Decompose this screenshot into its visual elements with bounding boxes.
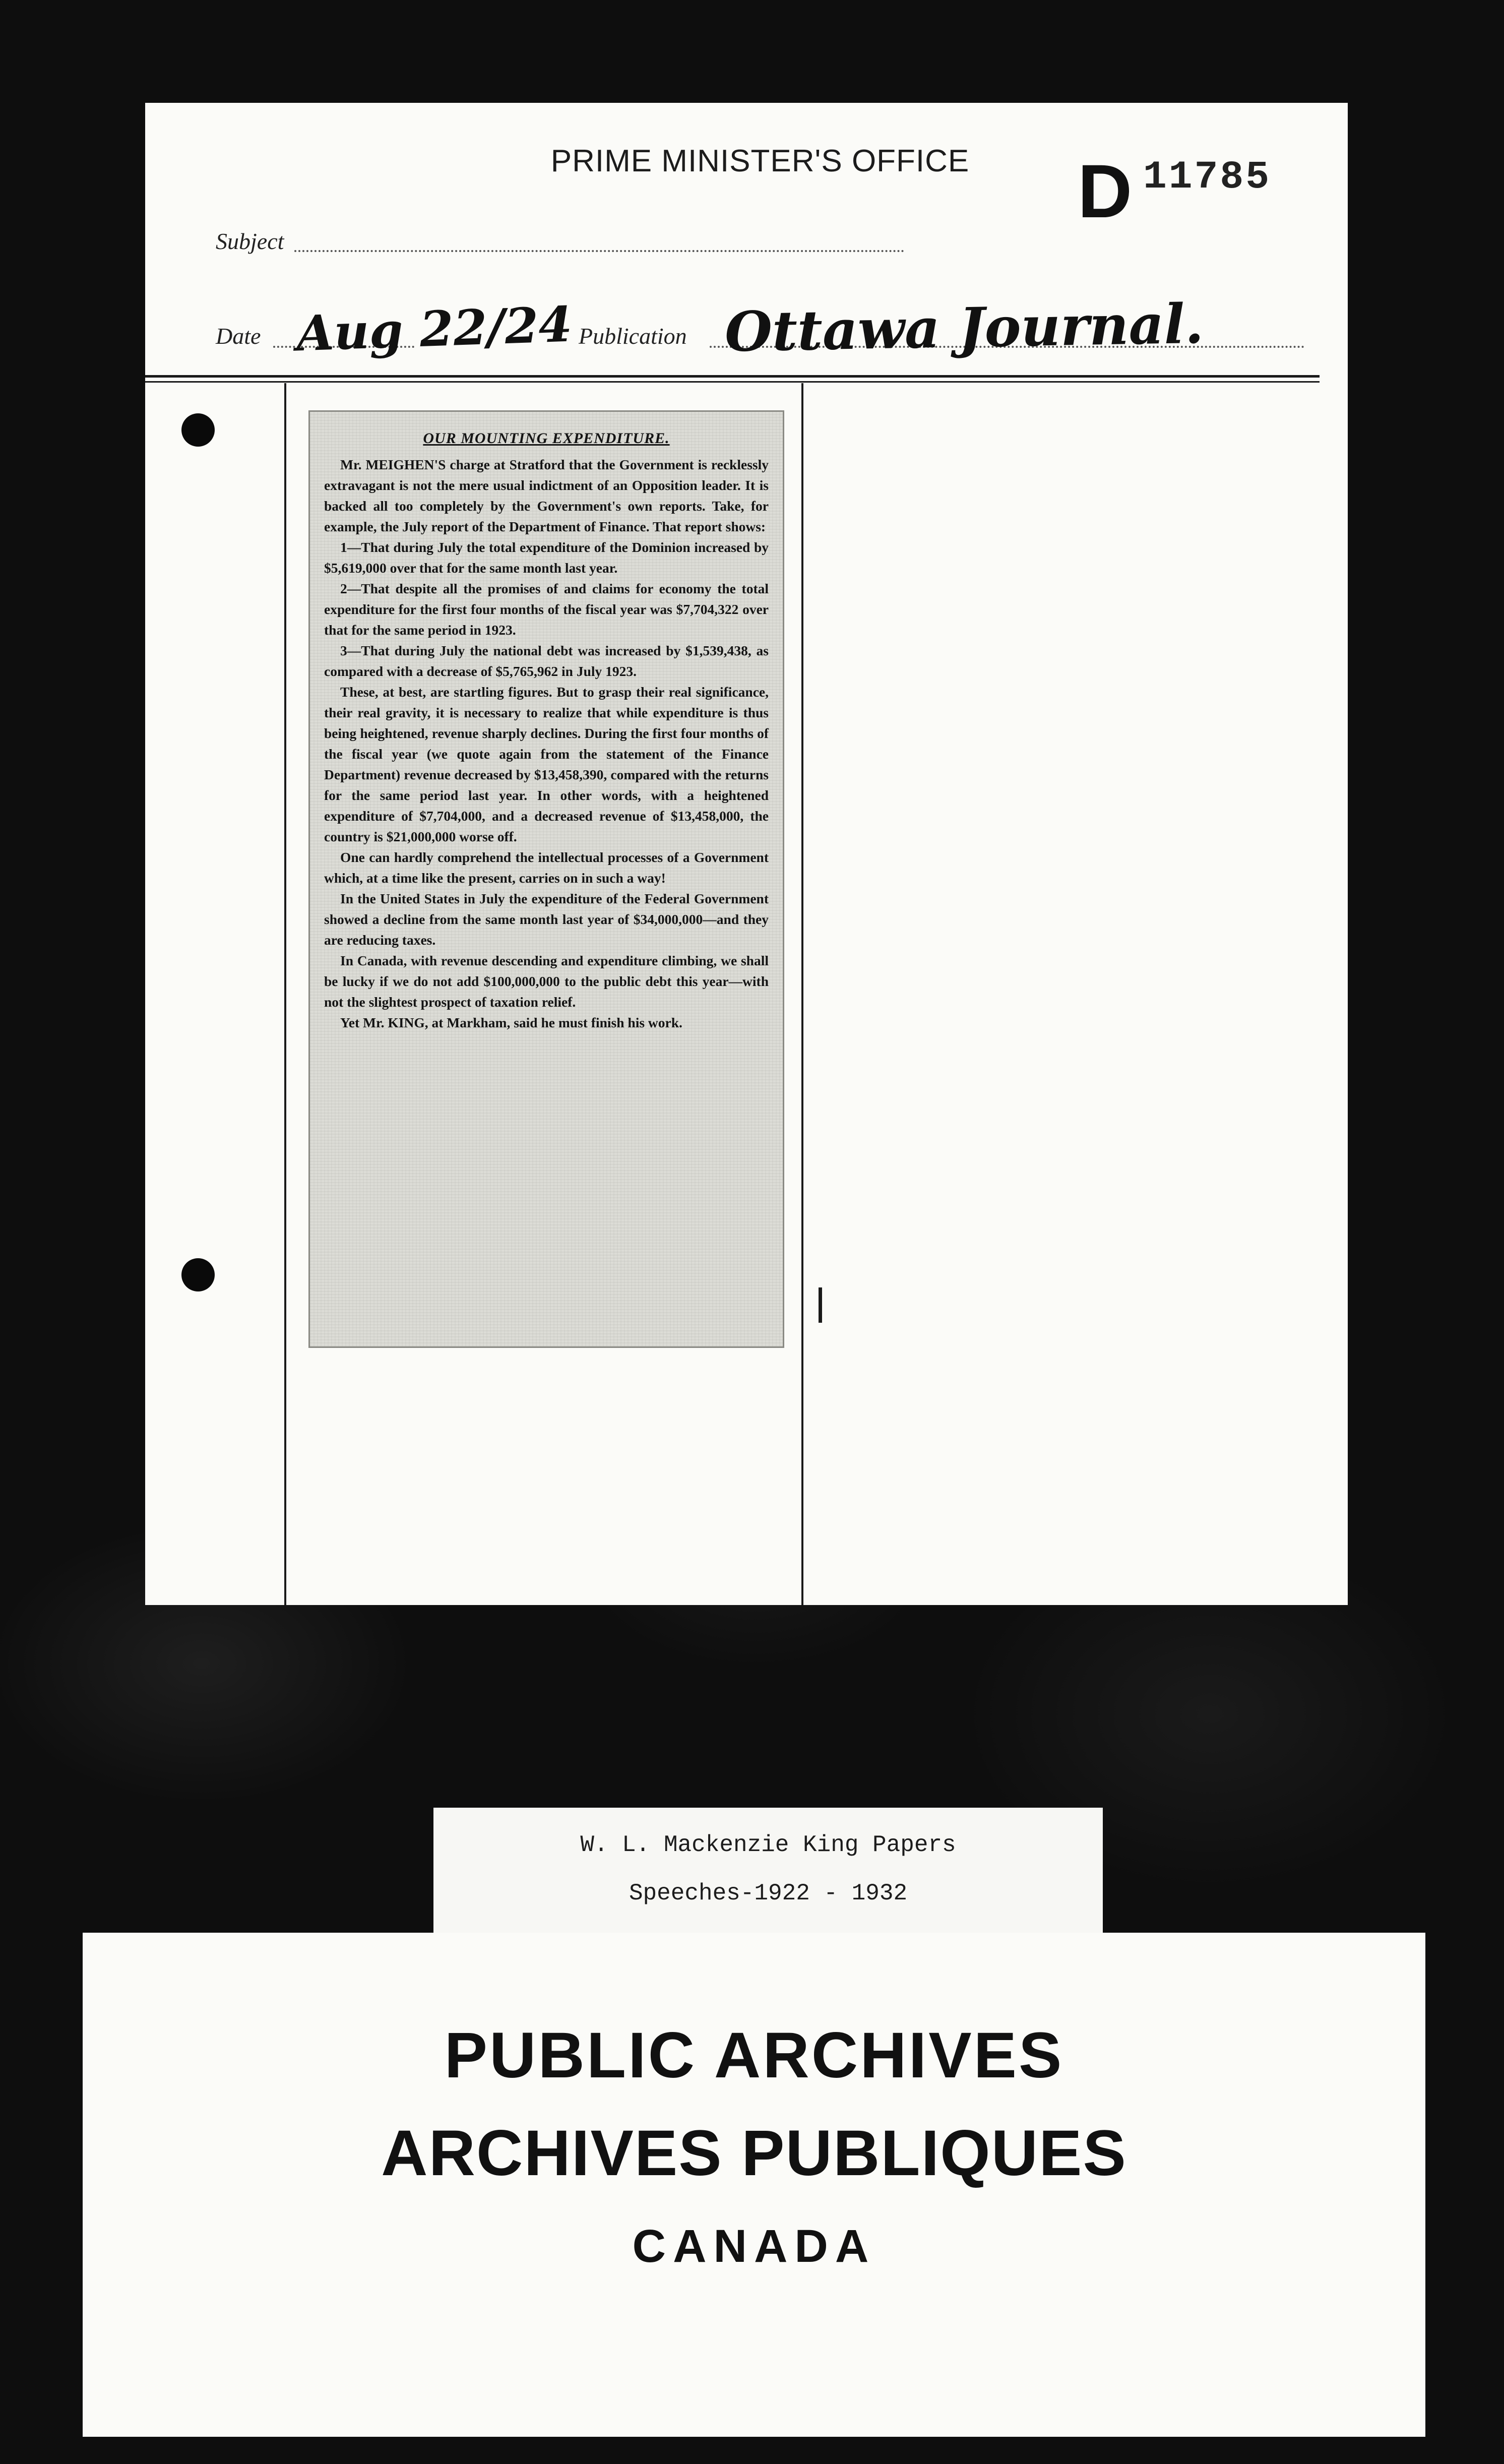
clipping-paragraph: Yet Mr. KING, at Markham, said he must finish his work.: [340, 1015, 682, 1030]
office-heading: PRIME MINISTER'S OFFICE: [550, 144, 970, 178]
punch-hole-bottom: [181, 1258, 215, 1291]
clipping-paragraph: 2—That despite all the promises of and claims for economy the total expenditure for the first four months of the fiscal year was $7,704,322 over that for the same period in 1923.: [324, 581, 769, 638]
punch-hole-top: [181, 413, 215, 447]
archives-line-french: ARCHIVES PUBLIQUES: [381, 2117, 1127, 2189]
publication-label: Publication: [579, 323, 687, 349]
date-label: Date: [216, 323, 261, 349]
newspaper-clipping: [308, 410, 784, 1348]
document-letter: D: [1078, 149, 1133, 233]
clipping-paragraph: In the United States in July the expenditure of the Federal Government showed a decline from the same month last year of $34,000,000—and they are reducing taxes.: [324, 891, 769, 948]
document-number: [1078, 149, 1380, 234]
collection-title: W. L. Mackenzie King Papers: [580, 1832, 956, 1858]
clipping-paragraph: Mr. MEIGHEN'S charge at Stratford that the Government is recklessly extravagant is not the mere usual indictment of an Opposition leader. It is backed all too completely by the Government's own reports. Take, for example, the July report of the Department of Finance. That report shows:: [324, 457, 769, 534]
left-margin-line: [284, 383, 286, 1605]
subject-label: Subject: [216, 228, 284, 254]
publication-handwritten: Ottawa Journal.: [724, 292, 1205, 364]
pmo-file-sheet: [145, 103, 1348, 1605]
clipping-paragraph: These, at best, are startling figures. But to grasp their real significance, their real gravity, it is necessary to realize that while expenditure is thus being heightened, revenue sharply declines. During the first four months of the fiscal year (we quote again from the statement of the Finance Department) revenue decreased by $13,458,390, compared with the returns for the same period last year. In other words, with a heightened expenditure of $7,704,000, and a decreased revenue of $13,458,000, the country is $21,000,000 worse off.: [324, 684, 769, 844]
subject-dotted-line: [294, 250, 904, 252]
clipping-paragraph: In Canada, with revenue descending and expenditure climbing, we shall be lucky if we do not add $100,000,000 to the public debt this year—with not the slightest prospect of taxation relief.: [324, 953, 769, 1010]
archives-line-english: PUBLIC ARCHIVES: [444, 2019, 1064, 2091]
clipping-paragraph: 3—That during July the national debt was increased by $1,539,438, as compared with a decrease of $5,765,962 in July 1923.: [324, 643, 769, 679]
collection-series: Speeches-1922 - 1932: [629, 1880, 908, 1906]
date-handwritten: Aug 22/24: [295, 295, 573, 362]
document-digits: 11785: [1143, 155, 1272, 200]
archives-card: [83, 1933, 1425, 2437]
header-rule-bottom: [145, 381, 1320, 383]
archives-country: CANADA: [632, 2221, 876, 2272]
clipping-headline: OUR MOUNTING EXPENDITURE.: [423, 430, 670, 447]
collection-card: [433, 1808, 1103, 1936]
center-column-line: [801, 383, 803, 1605]
header-rule-top: [145, 375, 1320, 378]
clipping-paragraph: 1—That during July the total expenditure of the Dominion increased by $5,619,000 over that for the same month last year.: [324, 539, 769, 576]
glue-mark-right: [819, 1287, 822, 1323]
clipping-paragraph: One can hardly comprehend the intellectual processes of a Government which, at a time like the present, carries on in such a way!: [324, 849, 769, 886]
